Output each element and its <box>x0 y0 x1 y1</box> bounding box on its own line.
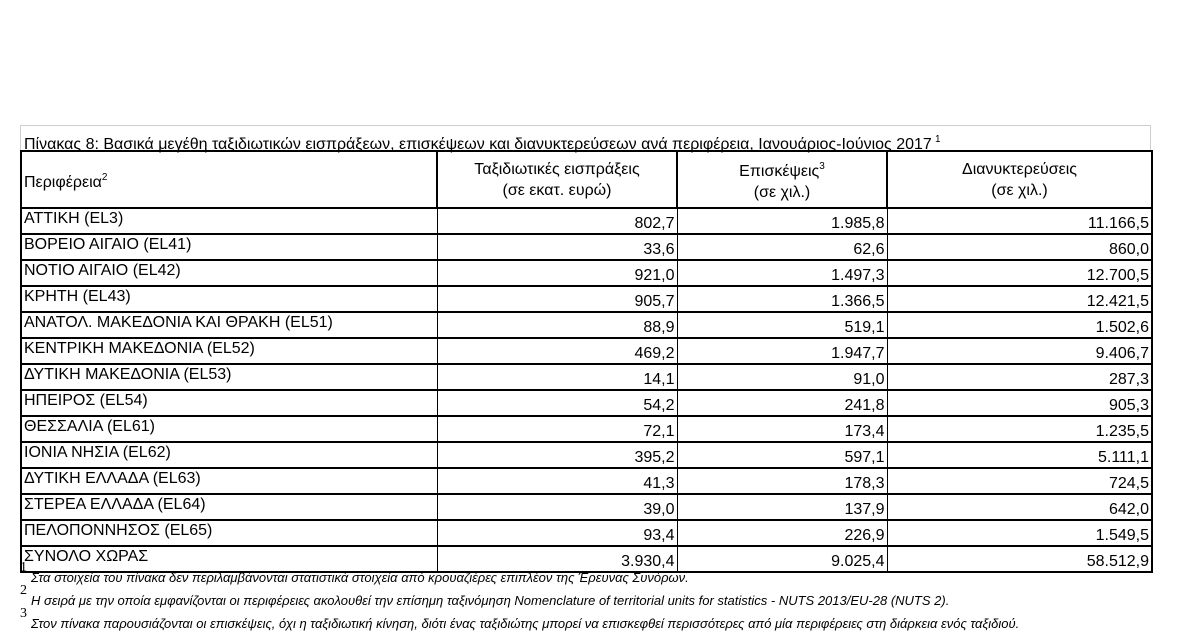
receipts-cell: 88,9 <box>437 312 677 338</box>
table-title-text: Πίνακας 8: Βασικά μεγέθη ταξιδιωτικών εισπράξεων, επισκέψεων και διανυκτερεύσεων ανά περιφέρεια, Ιανουάριος-Ιούνιος 2017 <box>24 136 932 153</box>
table-title <box>20 125 1151 153</box>
region-cell: ΙΟΝΙΑ ΝΗΣΙΑ (EL62) <box>21 442 437 468</box>
column-header-nights <box>887 151 1152 208</box>
region-header-label: Περιφέρεια <box>24 173 102 191</box>
region-cell: ΚΡΗΤΗ (EL43) <box>21 286 437 312</box>
table-row <box>21 260 1152 286</box>
table-row <box>21 208 1152 234</box>
nights-cell: 287,3 <box>887 364 1152 390</box>
table-row <box>21 338 1152 364</box>
footnote-mark: 1 <box>20 560 27 575</box>
region-footnote-mark: 2 <box>101 171 108 183</box>
footnote-text: Η σειρά με την οποία εμφανίζονται οι περιφέρειες ακολουθεί την επίσημη ταξινόμηση Nomenclature of territorial units for statistics - NUTS 2013/EU-28 (NUTS 2). <box>31 593 950 608</box>
receipts-cell: 72,1 <box>437 416 677 442</box>
visits-cell: 597,1 <box>677 442 887 468</box>
receipts-header-unit: (σε εκατ. ευρώ) <box>502 181 612 199</box>
column-header-receipts <box>437 151 677 208</box>
nights-cell: 905,3 <box>887 390 1152 416</box>
nights-header-unit: (σε χιλ.) <box>991 181 1048 199</box>
region-cell: ΠΕΛΟΠΟΝΝΗΣΟΣ (EL65) <box>21 520 437 546</box>
visits-cell: 519,1 <box>677 312 887 338</box>
visits-header-unit: (σε χιλ.) <box>753 184 811 201</box>
region-cell: ΒΟΡΕΙΟ ΑΙΓΑΙΟ (EL41) <box>21 234 437 260</box>
nights-cell: 12.700,5 <box>887 260 1152 286</box>
region-cell: ΝΟΤΙΟ ΑΙΓΑΙΟ (EL42) <box>21 260 437 286</box>
region-cell: ΣΤΕΡΕΑ ΕΛΛΑΔΑ (EL64) <box>21 494 437 520</box>
footnote <box>20 583 1180 612</box>
table-row <box>21 520 1152 546</box>
column-header-visits <box>677 151 887 208</box>
receipts-cell: 3.930,4 <box>437 546 677 572</box>
visits-cell: 1.985,8 <box>677 208 887 234</box>
nights-header-label: Διανυκτερεύσεις <box>962 160 1077 178</box>
nights-cell: 9.406,7 <box>887 338 1152 364</box>
nights-cell: 1.502,6 <box>887 312 1152 338</box>
visits-cell: 178,3 <box>677 468 887 494</box>
receipts-cell: 469,2 <box>437 338 677 364</box>
nights-cell: 5.111,1 <box>887 442 1152 468</box>
visits-cell: 1.497,3 <box>677 260 887 286</box>
receipts-cell: 41,3 <box>437 468 677 494</box>
visits-cell: 91,0 <box>677 364 887 390</box>
footnote-mark: 3 <box>20 606 27 621</box>
region-cell: ΔΥΤΙΚΗ ΕΛΛΑΔΑ (EL63) <box>21 468 437 494</box>
region-cell: ΑΝΑΤΟΛ. ΜΑΚΕΔΟΝΙΑ ΚΑΙ ΘΡΑΚΗ (EL51) <box>21 312 437 338</box>
nights-cell: 1.549,5 <box>887 520 1152 546</box>
table-row <box>21 312 1152 338</box>
table-row <box>21 390 1152 416</box>
table-row <box>21 286 1152 312</box>
table-row <box>21 494 1152 520</box>
visits-cell: 9.025,4 <box>677 546 887 572</box>
nights-cell: 1.235,5 <box>887 416 1152 442</box>
visits-footnote-mark: 3 <box>819 161 825 172</box>
receipts-cell: 33,6 <box>437 234 677 260</box>
visits-cell: 173,4 <box>677 416 887 442</box>
visits-cell: 226,9 <box>677 520 887 546</box>
region-cell: ΗΠΕΙΡΟΣ (EL54) <box>21 390 437 416</box>
receipts-cell: 802,7 <box>437 208 677 234</box>
receipts-cell: 14,1 <box>437 364 677 390</box>
visits-cell: 241,8 <box>677 390 887 416</box>
nights-cell: 58.512,9 <box>887 546 1152 572</box>
receipts-cell: 39,0 <box>437 494 677 520</box>
footnote <box>20 606 1180 635</box>
visits-header-label: Επισκέψεις <box>739 163 820 180</box>
footnote-mark: 2 <box>20 583 27 598</box>
nights-cell: 12.421,5 <box>887 286 1152 312</box>
receipts-cell: 395,2 <box>437 442 677 468</box>
nights-cell: 860,0 <box>887 234 1152 260</box>
region-cell: ΔΥΤΙΚΗ ΜΑΚΕΔΟΝΙΑ (EL53) <box>21 364 437 390</box>
regional-tourism-table <box>20 150 1153 573</box>
visits-cell: 1.366,5 <box>677 286 887 312</box>
footnote-text: Στα στοιχεία του πίνακα δεν περιλαμβάνονται στατιστικά στοιχεία από κρουαζιέρες επιπλέον της Έρευνας Συνόρων. <box>31 570 689 585</box>
table-row <box>21 416 1152 442</box>
table-row <box>21 364 1152 390</box>
region-cell: ΑΤΤΙΚΗ (EL3) <box>21 208 437 234</box>
header-row <box>21 151 1152 208</box>
title-footnote-mark: 1 <box>934 134 941 145</box>
statistics-table-container <box>20 125 1151 573</box>
receipts-cell: 921,0 <box>437 260 677 286</box>
nights-cell: 642,0 <box>887 494 1152 520</box>
table-row <box>21 234 1152 260</box>
region-cell: ΚΕΝΤΡΙΚΗ ΜΑΚΕΔΟΝΙΑ (EL52) <box>21 338 437 364</box>
region-cell: ΣΥΝΟΛΟ ΧΩΡΑΣ <box>21 546 437 572</box>
receipts-header-label: Ταξιδιωτικές εισπράξεις <box>474 160 640 178</box>
receipts-cell: 54,2 <box>437 390 677 416</box>
region-cell: ΘΕΣΣΑΛΙΑ (EL61) <box>21 416 437 442</box>
nights-cell: 11.166,5 <box>887 208 1152 234</box>
visits-cell: 1.947,7 <box>677 338 887 364</box>
footnote-text: Στον πίνακα παρουσιάζονται οι επισκέψεις, όχι η ταξιδιωτική κίνηση, διότι ένας ταξιδιώτης μπορεί να επισκεφθεί περισσότερες από μία περιφέρειες στη διάρκεια ενός ταξιδιού. <box>31 616 1020 631</box>
table-row <box>21 468 1152 494</box>
table-row <box>21 442 1152 468</box>
visits-cell: 137,9 <box>677 494 887 520</box>
nights-cell: 724,5 <box>887 468 1152 494</box>
receipts-cell: 905,7 <box>437 286 677 312</box>
receipts-cell: 93,4 <box>437 520 677 546</box>
visits-cell: 62,6 <box>677 234 887 260</box>
column-header-region <box>21 151 437 208</box>
